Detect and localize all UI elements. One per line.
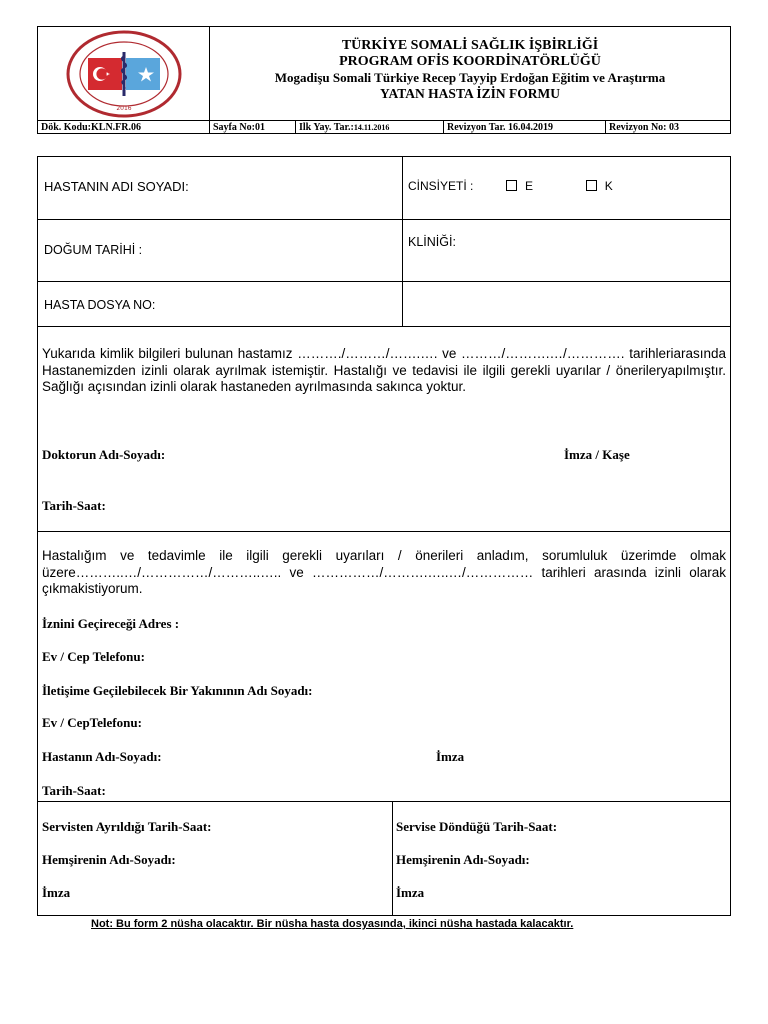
doctor-name-label: Doktorun Adı-Soyadı: xyxy=(42,447,166,462)
patient-name-sign-label: Hastanın Adı-Soyadı: xyxy=(42,749,162,764)
nurse-sign-left-label: İmza xyxy=(42,885,71,900)
revision-number: Revizyon No: 03 xyxy=(609,122,679,133)
return-label: Servise Döndüğü Tarih-Saat: xyxy=(396,819,558,834)
form-header xyxy=(37,26,731,134)
departure-label: Servisten Ayrıldığı Tarih-Saat: xyxy=(42,819,212,834)
nurse-name-left-label: Hemşirenin Adı-Soyadı: xyxy=(42,852,176,867)
patient-date-time-label: Tarih-Saat: xyxy=(42,783,106,798)
doctor-statement: Yukarıda kimlik bilgileri bulunan hastamız ………./………/…….…. ve ………/……….…/…………. tarihleriarasında Hastanemizden izinli olarak ayrılmak istemiştir. Hastalığı ve tedavisi ile ilgili gerekli uyarılar / önerileryapılmıştır. Sağlığı açısından izinli olarak hastaneden ayrılmasında sakınca yoktur. xyxy=(42,346,726,394)
address-label: İznini Geçireceği Adres : xyxy=(42,616,180,631)
org-title: TÜRKİYE SOMALİ SAĞLIK İŞBİRLİĞİ xyxy=(341,38,599,53)
doctor-date-time-label: Tarih-Saat: xyxy=(42,498,106,513)
nurse-name-right-label: Hemşirenin Adı-Soyadı: xyxy=(396,852,530,867)
office-title: PROGRAM OFİS KOORDİNATÖRLÜĞÜ xyxy=(339,54,601,69)
birth-date-label: DOĞUM TARİHİ : xyxy=(44,243,143,257)
hospital-title: Mogadişu Somali Türkiye Recep Tayyip Erdoğan Eğitim ve Araştırma xyxy=(274,70,666,85)
gender-female-label: K xyxy=(604,179,613,193)
file-no-label: HASTA DOSYA NO: xyxy=(44,298,156,312)
gender-male-label: E xyxy=(525,179,534,193)
patient-statement: Hastalığım ve tedavimle ile ilgili gerekli uyarıları / önerileri anladım, sorumluluk üzerimde olmak üzere………..…/……………/………..….. ve ……………/……….…..…/…………… tarihleri arasında izinli olarak çıkmakistiyorum. xyxy=(42,548,726,596)
sign-stamp-label: İmza / Kaşe xyxy=(564,447,630,462)
phone-label: Ev / Cep Telefonu: xyxy=(42,649,145,664)
gender-male-checkbox[interactable] xyxy=(506,180,517,191)
leave-form xyxy=(37,156,731,916)
form-title: YATAN HASTA İZİN FORMU xyxy=(380,86,560,101)
logo-cell xyxy=(38,27,210,120)
patient-sign-label: İmza xyxy=(436,749,465,764)
relative-phone-label: Ev / CepTelefonu: xyxy=(42,715,142,730)
gender-label-text: CİNSİYETİ : xyxy=(408,179,474,193)
hospital-seal-logo-icon xyxy=(66,30,182,118)
patient-name-label: HASTANIN ADI SOYADI: xyxy=(44,179,189,194)
nurse-sign-right-label: İmza xyxy=(396,885,425,900)
gender-label xyxy=(408,179,613,193)
svg-text:2016: 2016 xyxy=(116,105,132,112)
gender-female-checkbox[interactable] xyxy=(586,180,597,191)
page-number: Sayfa No:01 xyxy=(210,121,296,134)
document-meta-row xyxy=(38,120,730,134)
first-publish-label: Ilk Yay. Tar.: xyxy=(299,122,354,133)
header-title-block xyxy=(210,27,730,120)
form-note: Not: Bu form 2 nüsha olacaktır. Bir nüsha hasta dosyasında, ikinci nüsha hastada kalacaktır. xyxy=(91,918,574,930)
first-publish-date xyxy=(296,121,444,134)
doc-code: Dök. Kodu:KLN.FR.06 xyxy=(38,121,210,134)
revision-date: Revizyon Tar. 16.04.2019 xyxy=(444,121,606,134)
clinic-label: KLİNİĞİ: xyxy=(408,235,456,249)
relative-name-label: İletişime Geçilebilecek Bir Yakınının Adı Soyadı: xyxy=(42,683,313,698)
service-divider xyxy=(392,802,393,915)
first-publish-value: 14.11.2016 xyxy=(353,123,390,132)
